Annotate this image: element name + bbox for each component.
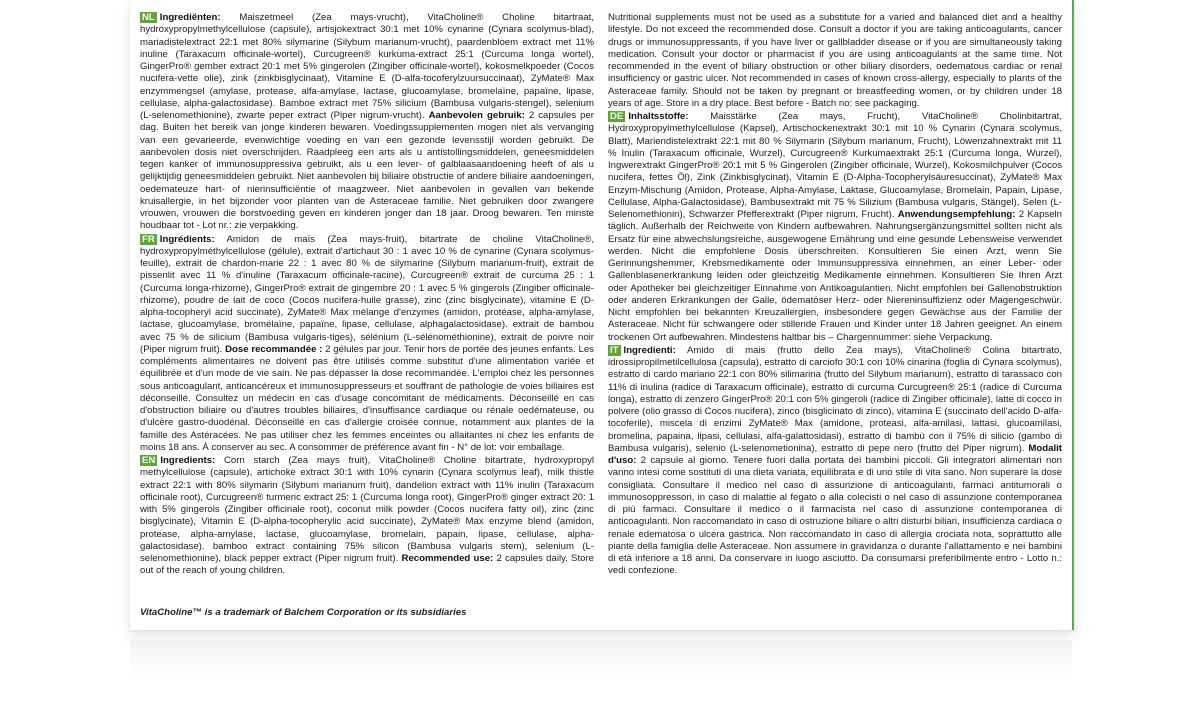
product-label-panel bbox=[130, 0, 1074, 630]
it-ingredients-heading: Ingredienti: bbox=[623, 344, 676, 356]
lang-badge-en: EN bbox=[142, 455, 156, 466]
section-de bbox=[608, 111, 1062, 344]
en-usage-heading: Recommended use: bbox=[401, 553, 494, 564]
it-usage-text: 2 capsule al giorno. Tenere fuori dalla portata dei bambini piccoli. Gli integratori alimentari non vanno intesi come sostituti di una dieta variata, equilibrata e di uno stile di vita sano. Non superare la dose consigliata. Consultare il medico nel caso di assunzione di anticoagulanti, farmaci antitumorali o immunosoppressori, in caso di malattie al fegato o alla colecisti o nel caso di assunzione contemporanea di più farmaci. Consultare il medico o il farmacista nel caso di assunzione contemporanea di anticoagulanti. Non raccomandato in caso di ostruzione biliare o altri disturbi biliari, insufficienza cardiaca o renale edematosa o ulcera gastrica. Non raccomandato in caso di allergia crociata nota, soprattutto alle piante della famiglia delle Asteraceae. Non assumere in gravidanza o durante l'allattamento e nei bambini di età inferiore a 18 anni. Da conservare in luogo asciutto. Da consumarsi preferibilmente entro - Lotto n.: vedi confezione. bbox=[608, 455, 1063, 577]
fr-ingredients-text: Amidon de maïs (Zea mays-fruit), bitartrate de choline VitaCholine®, hydroxypropylméthylcellulose (gélule), extrait d'artichaut 30 : 1 avec 10 % de cynarine (Cynara scolymus-feuille), extrait de chardon-marie 22 : 1 avec 80 % de silymarine (Silybum marianum-fruit), extrait de pissenlit avec 11 % d'inuline (Taraxacum officinale-racine), Curcugreen® extrait de curcuma 25 : 1 (Curcuma longa-rhizome), GingerPro® extrait de gingembre 20 : 1 avec 5 % gingerols (Zingiber officinale-rhizome), poudre de lait de coco (Cocos nucifera-huile grasse), zinc (zinc bisglycinate), vitamine E (D-alpha-tocopheryl acid succinate), ZyMate® Max mélange d'enzymes (amidon, protéase, alpha-amylase, lactase, glucoamylase, bromélaïne, papaïne, lipase, cellulase, alphagalactosidase). extrait de bambou avec 75 % de silicium (Bambusa vulgaris-tiges), sélénium (L-sélénométhionine), extrait de poivre noir (Piper nigrum fruit). bbox=[140, 233, 594, 355]
it-usage-heading: Modalit d'uso: bbox=[608, 442, 1062, 466]
en-ingredients-text: Corn starch (Zea mays fruit), VitaCholine® Choline bitartrate, hydroxypropyl methylcellulose (capsule), artichoke extract 30:1 with 10% cynarin (Cynara scolymus leaf), milk thistle extract 22:1 with 80% silymarin (Silybum marianum fruit), dandelion extract with 11% inulin (Taraxacum officinale root), Curcugreen® turmeric extract 25: 1 (Curcuma longa root), GingerPro® ginger extract 20: 1 with 5% gingerols (Zingiber officinale root), coconut milk powder (Cocos nucifera fatty oil), zinc (zinc bisglycinate), Vitamin E (D-alpha-tocopherylic acid succinate), ZyMate® Max enzyme blend (amidon, protease, alpha-amylase, lactase, glucoamylase, bromelain, papain, lipase, cellulase, alpha-galactosidase). bamboo extract containing 75% silicon (Bambusa vulgaris stem), selenium (L-selenomethionine), black pepper extract (Piper nigrum fruit). bbox=[140, 455, 594, 564]
section-en bbox=[140, 455, 594, 578]
nl-ingredients-heading: Ingrediënten: bbox=[159, 12, 221, 23]
section-en-continued bbox=[608, 12, 1062, 110]
en-ingredients-heading: Ingredients: bbox=[160, 455, 216, 466]
lang-badge-fr: FR bbox=[142, 233, 155, 245]
label-shadow bbox=[130, 640, 1072, 680]
lang-badge-nl: NL bbox=[142, 12, 155, 23]
lang-badge-it: IT bbox=[610, 344, 619, 356]
section-fr bbox=[140, 234, 594, 455]
lang-badge-de: DE bbox=[610, 111, 624, 122]
nl-usage-heading: Aanbevolen gebruik: bbox=[428, 110, 525, 121]
de-ingredients-text: Maisstärke (Zea mays, Frucht), VitaCholine® Cholinbitartrat, Hydroxypropylmethylcellulose (Kapsel), Artischockenextrakt 30:1 mit 10 % Cynarin (Cynara scolymus, Blatt), Mariendistelextrakt 22:1 mit 80 % Silymarin (Silybum marianum, Frucht), Löwenzahnextrakt mit 11 % Inulin (Taraxacum officinale, Wurzel), Curcugreen® Kurkumaextrakt 25:1 (Curcuma longa, Wurzel), Ingwerextrakt GingerPro® 20:1 mit 5 % Gingerolen (Zingiber officinale, Wurzel), Kokosmilchpulver (Cocos nucifera, fettes Öl), Zink (Zinkbisglycinat), Vitamin E (D-Alpha-Tocopherylsäuresuccinat), ZyMate® Max Enzym-Mischung (Amidon, Protease, Alpha-Amylase, Laktase, Glucoamylase, Bromelain, Papain, Lipase, Cellulase, Alpha-Galactosidase), Bambusextrakt mit 75 % Silizium (Bambusa vulgaris, Stängel), Selen (L-Selenomethionin), Schwarzer Pfefferextrakt (Piper nigrum, Frucht). bbox=[608, 111, 1063, 220]
nl-usage-text: 2 capsules per dag. Buiten het bereik van jonge kinderen bewaren. Voedingssupplementen mogen niet als vervanging van een gevarieerde, evenwichtige voeding en van een gezonde levensstijl worden gebruikt. De aanbevolen dosis niet overschrijden. Raadpleeg een arts als u antistollingsmiddelen, geneesmiddelen tegen kanker of immunosuppressiva gebruikt, als u een lever- of galblaasaandoening heeft of als u gelijktijdig geneesmiddelen gebruikt. Niet aanbevolen bij biliaire obstructie of andere biliaire aandoeningen, oedemateuze hart- of nierinsufficiëntie of maagzweer. Niet aanbevolen in gevallen van bekende kruisallergie, in het bijzonder voor planten van de Asteraceae familie. Niet gebruiken door zwangere vrouwen, vrouwen die borstvoeding geven en kinderen jonger dan 18 jaar. Droog bewaren. Ten minste houdbaar tot - Lot nr.: zie verpakking. bbox=[140, 110, 594, 232]
fr-ingredients-heading: Ingrédients: bbox=[159, 233, 215, 245]
trademark-note: VitaCholine™ is a trademark of Balchem Corporation or its subsidiaries bbox=[140, 607, 467, 618]
left-column bbox=[140, 12, 594, 579]
en-usage-text: 2 capsules daily. Store out of the reach of young children. bbox=[140, 553, 594, 577]
de-ingredients-heading: Inhaltsstoffe: bbox=[628, 111, 689, 122]
section-nl bbox=[140, 12, 594, 233]
fr-usage-text: 2 gélules par jour. Tenir hors de portée des jeunes enfants. Les compléments alimentaires ne doivent pas être utilisés comme substitut d'une alimentation variée et équilibrée et d'un mode de vie sain. Ne pas dépasser la dose recommandée. L'emploi chez les personnes sous anticoagulant, anticancéreux et immunosuppresseurs et souffrant de pathologie de voies biliaires est déconseillé. Consultez un médecin en cas d'usage concomitant de médicaments. Déconseillé en cas d'obstruction biliaire ou d'autres troubles biliaires, d'insuffisance cardiaque ou rénale oedémateuse, ou d'ulcère gastro-duodénal. Déconseillé en cas d'allergie croisée connue, notamment aux plantes de la famille des Astéracées. Ne pas utiliser chez les femmes enceintes ou allaitantes ni chez les enfants de moins 18 ans. À conserver au sec. A consommer de préférence avant fin - N° de lot: voir emballage. bbox=[140, 343, 594, 453]
en-usage-continued-text: Nutritional supplements must not be used as a substitute for a varied and balanced diet and a healthy lifestyle. Do not exceed the recommended dose. Consult a doctor if you are taking anticoagulants, cancer drugs or immunosuppressants, if you have liver or gallbladder disease or if you are simultaneously taking medication. Consult your doctor or pharmacist if you are using anticoagulants at the same time. Not recommended in the event of biliary obstruction or other biliary disorders, oedematous cardiac or renal insufficiency or gastric ulcer. Not recommended in cases of known cross-allergy, especially to plants of the Asteraceae family. Should not be taken by pregnant or breastfeeding women, or by children under 18 years of age. Store in a dry place. Best before - Batch no: see packaging. bbox=[608, 12, 1062, 109]
de-usage-text: 2 Kapseln täglich. Außerhalb der Reichweite von Kindern aufbewahren. Nahrungsergänzungsmittel sollten nicht als Ersatz für eine abwechslungsreiche, ausgewogene Ernährung und eine gesunde Lebensweise verwendet werden. Nicht die empfohlene Dosis überschreiten. Konsultieren Sie einen Arzt, wenn Sie Gerinnungshemmer, Krebsmedikamente oder Immunsuppressiva einnehmen, an einer Leber- oder Gallenblasenerkrankung leiden oder gleichzeitig Medikamente einnehmen. Konsultieren Sie Ihren Arzt oder Apotheker bei gleichzeitiger Einnahme von Antikoagulantien. Nicht empfohlen bei Gallenobstruktion oder anderen Erkrankungen der Galle, ödematöser Herz- oder Niereninsuffizienz oder Magengeschwür. Nicht empfohlen bei bekannten Kreuzallergien, insbesondere gegen Gewächse aus der Familie der Asteraceae. Nicht für schwangere oder stillende Frauen und Kinder unter 18 Jahren geeignet. An einem trockenen Ort aufbewahren. Mindestens haltbar bis – Chargennummer: siehe Verpackung. bbox=[608, 209, 1063, 343]
section-it bbox=[608, 345, 1062, 578]
it-ingredients-text: Amido di mais (frutto dello Zea mays), VitaCholine® Colina bitartrato, idrossipropilmetilcellulosa (capsula), estratto di carciofo 30:1 con 10% cinarina (foglia di Cynara scolymus), estratto di cardo mariano 22:1 con 80% silimarina (frutto del Silybum marianum), estratto di tarassaco con 11% di inulina (radice di Taraxacum officinale), estratto di curcuma Curcugreen® 25:1 (radice di Curcuma longa), estratto di zenzero GingerPro® 20:1 con 5% gingeroli (radice di Zingiber officinale), latte di cocco in polvere (olio grasso di Cocos nucifera), zinco (bisglicinato di zinco), vitamina E (succinato dell'acido D-alfa-tocoferile), miscela di enzimi ZyMate® Max (amidone, proteasi, alfa-amilasi, lattasi, glucoamilasi, bromelina, papaina, lipasi, cellulasi, alfa-galattosidasi), estratto di bambù con il 75% di silicio (gambo di Bambusa vulgaris), selenio (L-selenometionina), estratto di pepe nero (frutto del Piper nigrum). bbox=[608, 344, 1063, 454]
nl-ingredients-text: Maiszetmeel (Zea mays-vrucht), VitaCholine® Choline bitartraat, hydroxypropylmethylcellulose (capsule), artisjokextract 30:1 met 10% cynarine (Cynara scolymus-blad), mariadistelextract 22:1 met 80% silymarine (Silybum marianum-vrucht), paardenbloem extract met 11% inuline (Taraxacum officinale-wortel), Curcugreen® kurkuma-extract 25:1 (Curcuma longa wortel), GingerPro® gember extract 20:1 met 5% gingerolen (Zingiber officinale-wortel), kokosmelkpoeder (Cocos nucifera-vette olie), zink (zinkbisglycinaat), Vitamine E (D-alfa-tocoferylzuursuccinaat), ZyMate® Max enzymmengsel (amylase, protease, alfa-amylase, lactase, glucoamylase, bromelaïne, papaïne, lipase, cellulase, alpha-galactosidase). Bamboe extract met 75% silicium (Bambusa vulgaris-stengel), selenium (L-selenomethionine), zwarte peper extract (Piper nigrum-vrucht). bbox=[140, 12, 594, 121]
right-column bbox=[608, 12, 1062, 579]
fr-usage-heading: Dose recommandée : bbox=[225, 343, 323, 355]
de-usage-heading: Anwendungsempfehlung: bbox=[897, 209, 1016, 220]
